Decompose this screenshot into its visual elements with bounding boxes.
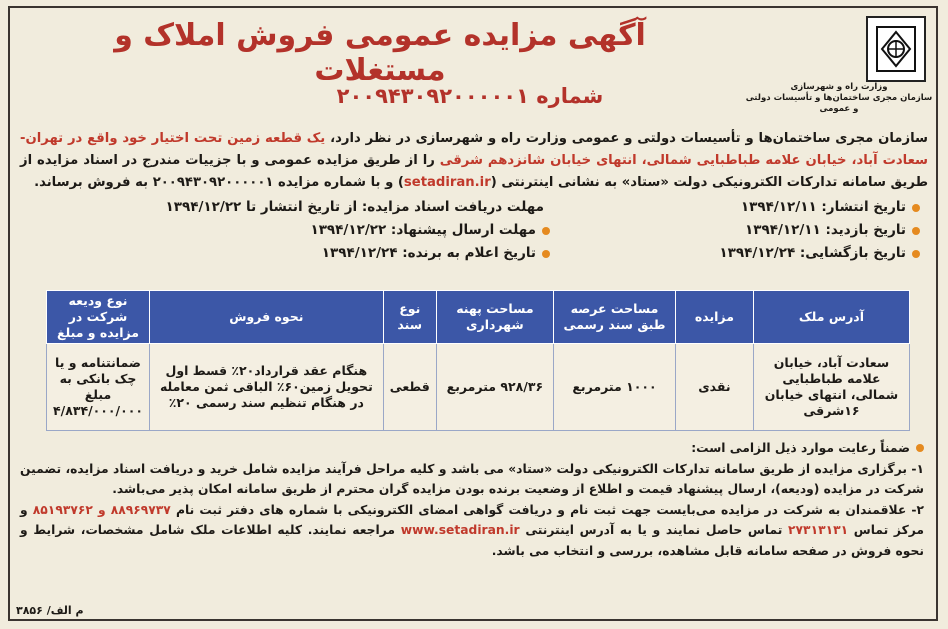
org-text bbox=[744, 82, 934, 115]
note-2-text-d: مراجعه نمایند. کلیه اطلاعات ملک شامل مشخصات، شرایط و نحوه فروش در صفحه سامانه قابل مشاهده، بررسی و انتخاب می باشد. bbox=[20, 523, 924, 558]
date-row bbox=[165, 196, 550, 219]
bullet-icon bbox=[542, 227, 550, 235]
date-row bbox=[540, 219, 920, 242]
note-item-1: ۱- برگزاری مزایده از طریق سامانه تدارکات الکترونیکی دولت «ستاد» می باشد و کلیه مراحل فرآیند مزایده شامل خرید و دریافت اسناد مزایده، تضمین شرکت در مزایده (ودیعه)، ارسال پیشنهاد قیمت و اطلاع از وضعیت برنده بودن مزایده گران محترم از طریق سامانه امکان پذیر می‌باشد. bbox=[20, 461, 924, 496]
org-line-ministry: وزارت راه و شهرسازی bbox=[790, 82, 888, 92]
bullet-icon bbox=[912, 227, 920, 235]
auction-number: شماره ۲۰۰۹۴۳۰۹۲۰۰۰۰۰۱ bbox=[336, 84, 604, 108]
intro-text-2: را از طریق مزایده عمومی و با جزییات مندرج در اسناد مزایده از طریق سامانه تدارکات الکترونیکی دولت «ستاد» به نشانی اینترنتی ( bbox=[20, 153, 928, 190]
visit-date: تاریخ بازدید: ۱۳۹۴/۱۲/۱۱ bbox=[745, 222, 906, 238]
notes-section bbox=[20, 438, 924, 561]
col-deposit: نوع ودیعه شرکت در مزایده و مبلغ bbox=[47, 291, 150, 344]
publish-date: تاریخ انتشار: ۱۳۹۴/۱۲/۱۱ bbox=[740, 199, 906, 215]
note-2-text-a: ۲- علاقمندان به شرکت در مزایده می‌بایست جهت ثبت نام و دریافت گواهی امضای الکترونیکی با شماره های دفتر ثبت نام bbox=[170, 502, 924, 517]
intro-text-1: سازمان مجری ساختمان‌ها و تأسیسات دولتی و عمومی وزارت راه و شهرسازی در نظر دارد، bbox=[325, 131, 928, 146]
notes-intro bbox=[20, 438, 924, 459]
date-row bbox=[190, 242, 550, 265]
call-center-number: ۲۷۳۱۳۱۳۱ bbox=[788, 523, 849, 537]
org-line-agency: سازمان مجری ساختمان‌ها و تأسیسات دولتی و عمومی bbox=[745, 93, 933, 114]
note-item-2 bbox=[20, 500, 924, 562]
date-row bbox=[540, 242, 920, 265]
cell-deposit: ضمانتنامه و یا چک بانکی به مبلغ ۴/۸۳۴/۰۰۰/۰۰۰ bbox=[47, 344, 150, 431]
col-sale-method: نحوه فروش bbox=[150, 291, 384, 344]
col-address: آدرس ملک bbox=[753, 291, 909, 344]
col-deed-type: نوع سند bbox=[383, 291, 436, 344]
cell-sale-method: هنگام عقد قرارداد۲۰٪ قسط اول تحویل زمین۶۰٪ الباقی ثمن معامله در هنگام تنظیم سند رسمی ۲۰٪ bbox=[150, 344, 384, 431]
intro-property-location: یک قطعه زمین تحت اختیار خود واقع در تهران- سعادت آباد، خیابان علامه طباطبایی شمالی، انتهای خیابان شانزدهم شرقی bbox=[20, 131, 928, 168]
note-2-text-b: و مرکز تماس bbox=[20, 502, 924, 537]
col-deed-area: مساحت عرصه طبق سند رسمی bbox=[554, 291, 676, 344]
intro-paragraph bbox=[20, 128, 928, 194]
date-row bbox=[190, 219, 550, 242]
table-header-row bbox=[47, 291, 910, 344]
reference-code: م الف/ ۳۸۵۶ bbox=[16, 604, 84, 617]
cell-deed-area: ۱۰۰۰ مترمربع bbox=[554, 344, 676, 431]
bullet-icon bbox=[912, 250, 920, 258]
cell-address: سعادت آباد، خیابان علامه طباطبایی شمالی، انتهای خیابان ۱۶شرقی bbox=[753, 344, 909, 431]
notes-intro-text: ضمناً رعایت موارد ذیل الزامی است: bbox=[691, 441, 910, 455]
opening-date: تاریخ بازگشایی: ۱۳۹۴/۱۲/۲۴ bbox=[719, 245, 906, 261]
dates-left-column bbox=[165, 196, 550, 265]
bullet-icon bbox=[916, 444, 924, 452]
col-auction-type: مزایده bbox=[675, 291, 753, 344]
document-deadline: مهلت دریافت اسناد مزایده: از تاریخ انتشار تا ۱۳۹۴/۱۲/۲۲ bbox=[165, 199, 544, 215]
cell-auction-type: نقدی bbox=[675, 344, 753, 431]
property-table bbox=[46, 290, 910, 431]
intro-text-3: ) و با شماره مزایده ۲۰۰۹۴۳۰۹۲۰۰۰۰۰۱ به فروش برساند. bbox=[34, 175, 404, 190]
bullet-icon bbox=[542, 250, 550, 258]
bullet-icon bbox=[912, 204, 920, 212]
col-municipal-area: مساحت پهنه شهرداری bbox=[436, 291, 553, 344]
date-row bbox=[540, 196, 920, 219]
setad-url-link[interactable]: www.setadiran.ir bbox=[400, 523, 520, 537]
page-title: آگهی مزایده عمومی فروش املاک و مستغلات bbox=[114, 18, 646, 88]
setad-link[interactable]: setadiran.ir bbox=[403, 175, 491, 190]
table-row bbox=[47, 344, 910, 431]
ministry-emblem-icon bbox=[866, 16, 926, 82]
note-2-text-c: تماس حاصل نمایند و یا به آدرس اینترنتی bbox=[519, 523, 789, 537]
dates-right-column bbox=[540, 196, 920, 265]
registration-phones: ۸۸۹۶۹۷۳۷ و ۸۵۱۹۳۷۶۲ bbox=[32, 502, 171, 517]
cell-deed-type: قطعی bbox=[383, 344, 436, 431]
cell-municipal-area: ۹۲۸/۳۶ مترمربع bbox=[436, 344, 553, 431]
bid-deadline: مهلت ارسال پیشنهاد: ۱۳۹۴/۱۲/۲۲ bbox=[310, 222, 536, 238]
winner-announcement-date: تاریخ اعلام به برنده: ۱۳۹۴/۱۲/۲۴ bbox=[321, 245, 536, 261]
